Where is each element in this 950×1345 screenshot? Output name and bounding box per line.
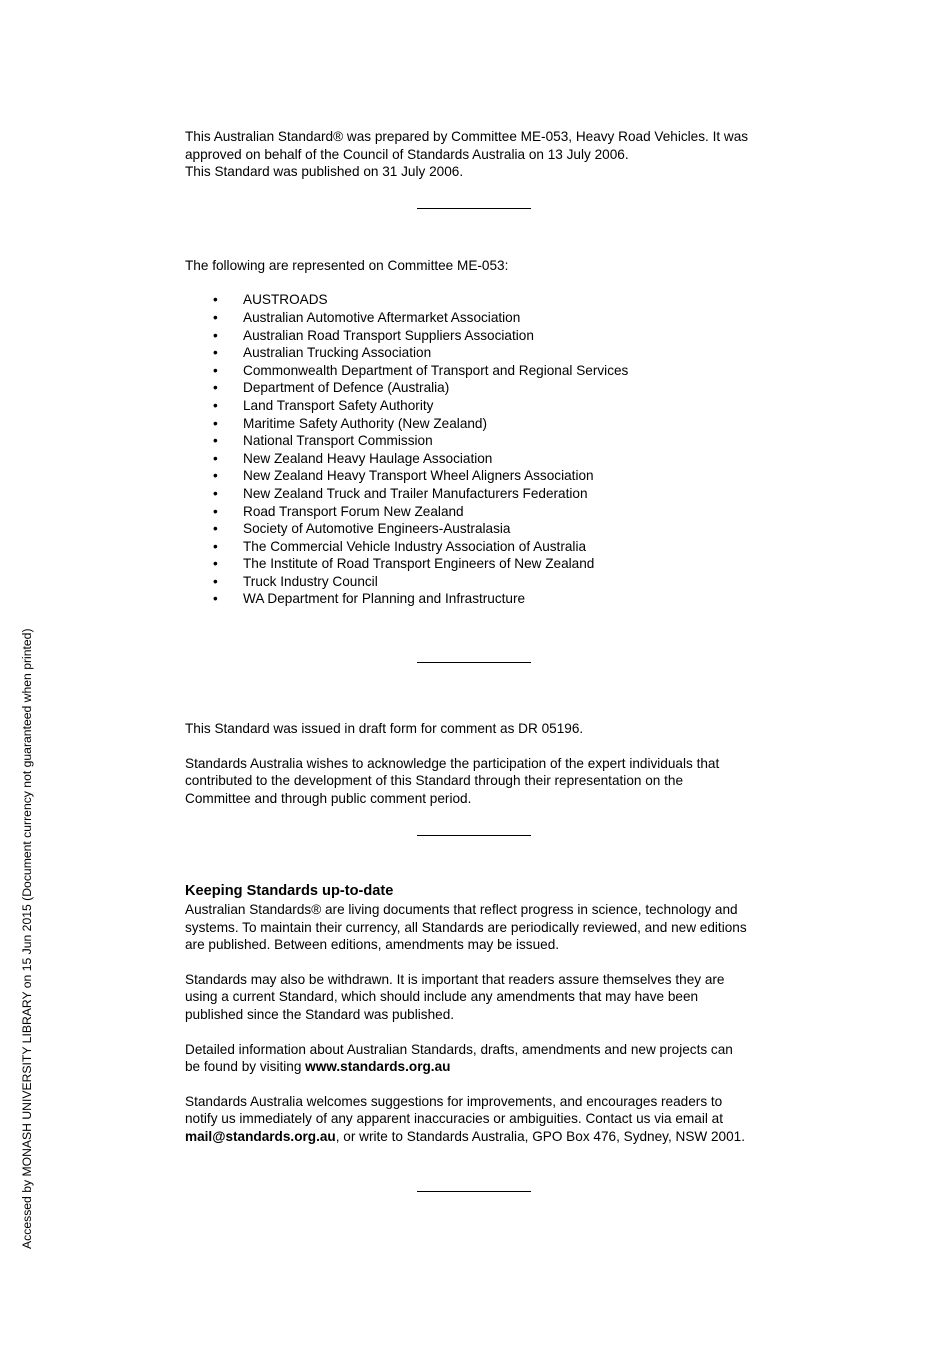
paragraph-line: Detailed information about Australian Standards, drafts, amendments and new projects can	[185, 1041, 733, 1057]
paragraph-line: notify us immediately of any apparent inaccuracies or ambiguities. Contact us via email at	[185, 1111, 723, 1127]
bullet-icon: •	[213, 591, 218, 607]
preamble-line: This Standard was published on 31 July 2006.	[185, 164, 464, 180]
committee-member-name: Department of Defence (Australia)	[243, 380, 450, 396]
paragraph-line: published since the Standard was published.	[185, 1007, 455, 1022]
committee-member	[185, 362, 785, 380]
section-divider	[417, 1191, 531, 1192]
committee-heading: The following are represented on Committee ME-053:	[185, 257, 509, 273]
bullet-icon: •	[213, 309, 218, 325]
bullet-icon: •	[213, 433, 218, 449]
committee-member	[185, 432, 785, 450]
committee-member	[185, 538, 785, 556]
keeping-up-to-date-heading: Keeping Standards up-to-date	[185, 883, 394, 900]
bullet-icon: •	[213, 485, 218, 501]
committee-member-name: New Zealand Truck and Trailer Manufacturers Federation	[243, 485, 588, 501]
access-watermark-text: Accessed by MONASH UNIVERSITY LIBRARY on 15 Jun 2015 (Document currency not guaranteed when printed)	[20, 628, 34, 1249]
committee-member	[185, 397, 785, 415]
committee-member	[185, 485, 785, 503]
committee-member-name: Australian Trucking Association	[243, 345, 432, 361]
acknowledgement-line: Standards Australia wishes to acknowledge the participation of the expert individuals that	[185, 755, 720, 771]
bullet-icon: •	[213, 292, 218, 308]
committee-member-name: National Transport Commission	[243, 433, 433, 449]
committee-member	[185, 467, 785, 485]
paragraph-text: , or write to Standards Australia, GPO Box 476, Sydney, NSW 2001.	[335, 1128, 746, 1144]
committee-member	[185, 415, 785, 433]
committee-member-name: New Zealand Heavy Transport Wheel Aligners Association	[243, 468, 594, 484]
acknowledgement-line: contributed to the development of this Standard through their representation on the	[185, 773, 684, 789]
committee-member	[185, 327, 785, 345]
draft-issued-text: This Standard was issued in draft form for comment as DR 05196.	[185, 721, 584, 737]
paragraph-line: Australian Standards® are living documents that reflect progress in science, technology and	[185, 902, 738, 918]
paragraph-line	[185, 1058, 785, 1076]
detailed-information-paragraph	[185, 1041, 785, 1076]
committee-member-name: Land Transport Safety Authority	[243, 397, 434, 413]
bullet-icon: •	[213, 538, 218, 554]
committee-member	[185, 450, 785, 468]
suggestions-paragraph	[185, 1093, 785, 1146]
committee-member-name: Australian Road Transport Suppliers Association	[243, 327, 534, 343]
acknowledgement-paragraph	[185, 755, 785, 808]
paragraph-line: Standards Australia welcomes suggestions for improvements, and encourages readers to	[185, 1093, 723, 1109]
committee-member	[185, 520, 785, 538]
committee-member	[185, 555, 785, 573]
bullet-icon: •	[213, 556, 218, 572]
preamble	[185, 128, 785, 181]
paragraph-text: be found by visiting	[185, 1059, 306, 1075]
bullet-icon: •	[213, 521, 218, 537]
standards-website-link[interactable]: www.standards.org.au	[305, 1059, 451, 1075]
committee-member	[185, 291, 785, 309]
living-documents-paragraph	[185, 901, 785, 954]
committee-member	[185, 590, 785, 608]
committee-member-name: Society of Automotive Engineers-Australasia	[243, 521, 511, 537]
preamble-line: This Australian Standard® was prepared by Committee ME-053, Heavy Road Vehicles. It was	[185, 129, 749, 144]
bullet-icon: •	[213, 503, 218, 519]
committee-member-list	[185, 291, 785, 608]
paragraph-line: are published. Between editions, amendments may be issued.	[185, 937, 560, 953]
committee-member-name: The Commercial Vehicle Industry Association of Australia	[243, 538, 587, 554]
section-divider	[417, 662, 531, 663]
bullet-icon: •	[213, 397, 218, 413]
committee-member-name: The Institute of Road Transport Engineers of New Zealand	[243, 556, 595, 572]
withdrawn-paragraph	[185, 971, 785, 1024]
committee-member-name: Truck Industry Council	[243, 573, 378, 589]
committee-member	[185, 309, 785, 327]
committee-member-name: Australian Automotive Aftermarket Association	[243, 309, 521, 325]
section-divider	[417, 208, 531, 209]
paragraph-line	[185, 1128, 785, 1146]
committee-member-name: Road Transport Forum New Zealand	[243, 503, 464, 519]
committee-member-name: AUSTROADS	[243, 292, 328, 308]
paragraph-line: Standards may also be withdrawn. It is important that readers assure themselves they are	[185, 971, 725, 987]
committee-member-name: Maritime Safety Authority (New Zealand)	[243, 415, 488, 431]
paragraph-line: using a current Standard, which should include any amendments that may have been	[185, 989, 699, 1005]
bullet-icon: •	[213, 450, 218, 466]
bullet-icon: •	[213, 415, 218, 431]
bullet-icon: •	[213, 327, 218, 343]
committee-member	[185, 573, 785, 591]
contact-email-link[interactable]: mail@standards.org.au	[185, 1128, 336, 1144]
committee-member	[185, 379, 785, 397]
acknowledgement-line: Committee and through public comment period.	[185, 790, 472, 806]
paragraph-line: systems. To maintain their currency, all Standards are periodically reviewed, and new editions	[185, 919, 747, 935]
committee-member	[185, 344, 785, 362]
committee-member	[185, 503, 785, 521]
committee-member-name: WA Department for Planning and Infrastructure	[243, 591, 526, 607]
bullet-icon: •	[213, 380, 218, 396]
bullet-icon: •	[213, 362, 218, 378]
document-page	[185, 128, 785, 1192]
preamble-line: approved on behalf of the Council of Standards Australia on 13 July 2006.	[185, 146, 629, 162]
bullet-icon: •	[213, 345, 218, 361]
committee-member-name: New Zealand Heavy Haulage Association	[243, 450, 493, 466]
committee-member-name: Commonwealth Department of Transport and Regional Services	[243, 362, 629, 378]
section-divider	[417, 835, 531, 836]
bullet-icon: •	[213, 573, 218, 589]
bullet-icon: •	[213, 468, 218, 484]
